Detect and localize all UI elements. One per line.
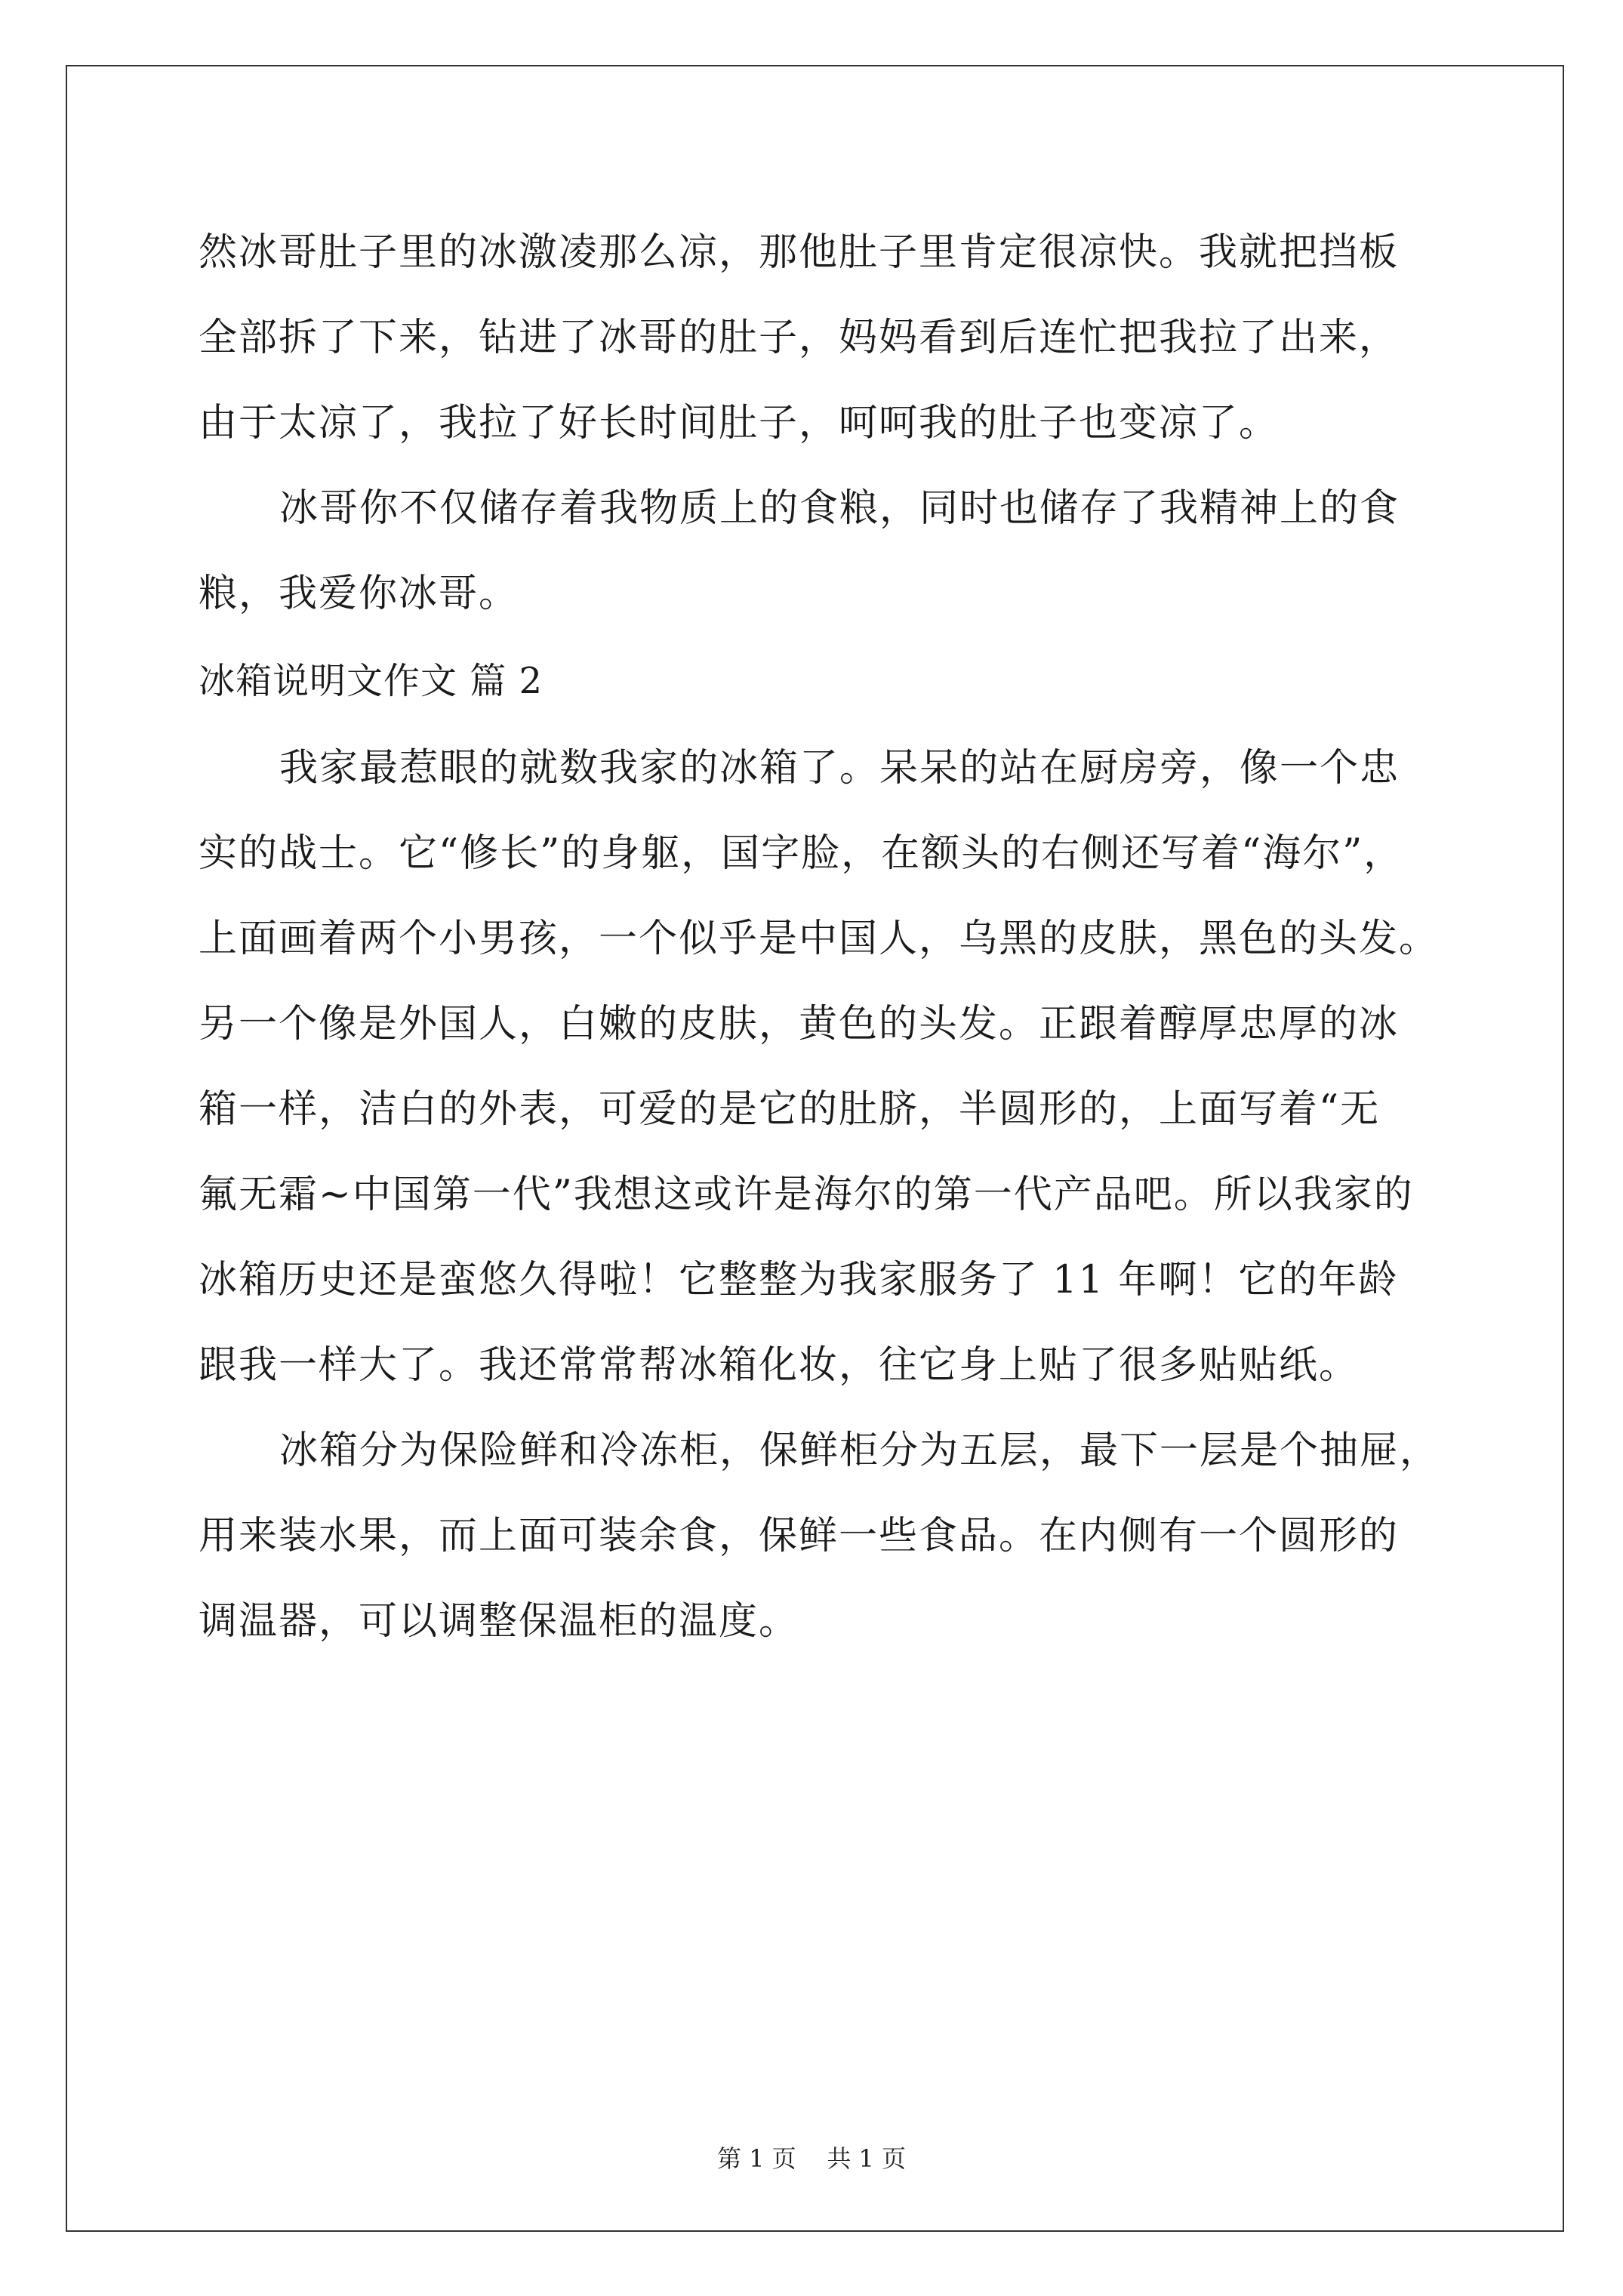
page-footer xyxy=(0,2143,1623,2174)
paragraph-line: 粮，我爱你冰哥。 xyxy=(199,572,519,616)
paragraph-line: 上面画着两个小男孩，一个似乎是中国人，乌黑的皮肤，黑色的头发。 xyxy=(199,917,1440,961)
paragraph-line: 跟我一样大了。我还常常帮冰箱化妆，往它身上贴了很多贴贴纸。 xyxy=(199,1343,1360,1388)
paragraph-line: 冰箱历史还是蛮悠久得啦！它整整为我家服务了 11 年啊！它的年龄 xyxy=(199,1258,1399,1302)
paragraph-line: 由于太凉了，我拉了好长时间肚子，呵呵我的肚子也变凉了。 xyxy=(199,401,1280,445)
paragraph-line: 我家最惹眼的就数我家的冰箱了。呆呆的站在厨房旁，像一个忠 xyxy=(279,746,1400,791)
section-heading: 冰箱说明文作文 篇 2 xyxy=(199,660,544,702)
paragraph-line: 然冰哥肚子里的冰激凌那么凉，那他肚子里肯定很凉快。我就把挡板 xyxy=(199,230,1400,275)
page-total: 共 1 页 xyxy=(827,2144,907,2173)
page-border xyxy=(66,65,1564,2232)
paragraph-line: 另一个像是外国人，白嫩的皮肤，黄色的头发。正跟着醇厚忠厚的冰 xyxy=(199,1002,1400,1046)
paragraph-line: 全部拆了下来，钻进了冰哥的肚子，妈妈看到后连忙把我拉了出来， xyxy=(199,316,1400,360)
paragraph-line: 冰哥你不仅储存着我物质上的食粮，同时也储存了我精神上的食 xyxy=(279,486,1400,531)
page-number: 第 1 页 xyxy=(716,2144,796,2173)
paragraph-line: 实的战士。它“修长”的身躯，国字脸，在额头的右侧还写着“海尔”， xyxy=(199,831,1404,876)
paragraph-line: 调温器，可以调整保温柜的温度。 xyxy=(199,1599,799,1644)
paragraph-line: 箱一样，洁白的外表，可爱的是它的肚脐，半圆形的，上面写着“无 xyxy=(199,1087,1381,1132)
paragraph-line: 用来装水果，而上面可装余食，保鲜一些食品。在内侧有一个圆形的 xyxy=(199,1514,1400,1558)
paragraph-line: 氟无霜~中国第一代”我想这或许是海尔的第一代产品吧。所以我家的 xyxy=(199,1173,1414,1217)
paragraph-line: 冰箱分为保险鲜和冷冻柜，保鲜柜分为五层，最下一层是个抽屉， xyxy=(279,1428,1440,1473)
